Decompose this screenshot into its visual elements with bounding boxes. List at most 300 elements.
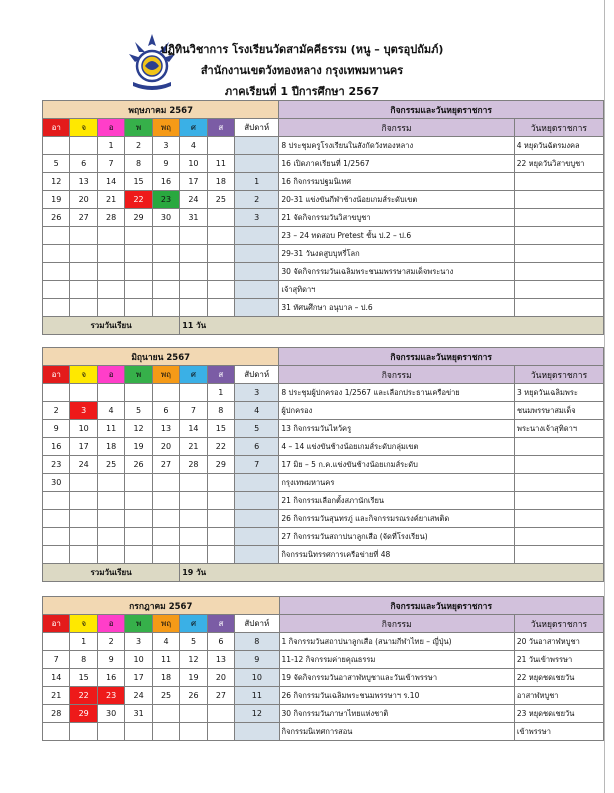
activity-cell: 16 เปิดภาคเรียนที่ 1/2567	[279, 155, 514, 173]
day-cell: 17	[180, 173, 207, 191]
day-cell: 18	[97, 438, 124, 456]
header-line-2: สำนักงานเขตวังทองหลาง กรุงเทพมหานคร	[200, 64, 404, 77]
day-header: พ	[125, 119, 152, 137]
activity-cell: 8 ประชุมครูโรงเรียนในสังกัดวังทองหลาง	[279, 137, 514, 155]
day-cell: 9	[152, 155, 179, 173]
day-header: ศ	[180, 615, 207, 633]
day-cell	[180, 281, 207, 299]
day-cell: 11	[152, 651, 179, 669]
day-cell	[70, 510, 97, 528]
day-cell	[43, 633, 70, 651]
activity-cell: ผู้ปกครอง	[279, 402, 515, 420]
activity-cell: 21 จัดกิจกรรมวันวิสาขบูชา	[279, 209, 514, 227]
day-cell	[97, 546, 124, 564]
activity-cell: 19 จัดกิจกรรมวันอาสาฬหบูชาและวันเข้าพรรษา	[279, 669, 514, 687]
day-cell	[180, 384, 207, 402]
holiday-cell	[515, 438, 604, 456]
day-cell: 29	[207, 456, 234, 474]
day-cell	[125, 281, 152, 299]
week-number: 2	[235, 191, 279, 209]
week-number	[235, 245, 279, 263]
day-cell: 26	[43, 209, 70, 227]
calendar-row	[43, 492, 604, 510]
calendar-row	[43, 438, 604, 456]
day-cell: 9	[97, 651, 124, 669]
week-number	[235, 227, 279, 245]
day-cell: 19	[43, 191, 70, 209]
week-number: 3	[235, 209, 279, 227]
day-cell	[180, 227, 207, 245]
day-cell	[207, 705, 234, 723]
day-header: พฤ	[152, 119, 179, 137]
calendar-row	[43, 191, 604, 209]
holiday-cell	[514, 209, 603, 227]
week-header: สัปดาห์	[235, 615, 279, 633]
day-cell: 18	[152, 669, 179, 687]
calendar-row	[43, 633, 604, 651]
holiday-cell: เข้าพรรษา	[514, 723, 603, 741]
day-cell: 20	[152, 438, 179, 456]
calendar-row	[43, 299, 604, 317]
day-cell: 12	[125, 420, 152, 438]
day-cell: 5	[180, 633, 207, 651]
day-cell	[180, 546, 207, 564]
week-number	[235, 137, 279, 155]
holiday-cell	[514, 263, 603, 281]
day-cell	[152, 227, 179, 245]
activity-cell: กิจกรรมนิเทศการสอน	[279, 723, 514, 741]
day-cell: 14	[43, 669, 70, 687]
day-cell: 13	[70, 173, 97, 191]
day-cell	[97, 245, 124, 263]
day-cell: 21	[43, 687, 70, 705]
day-cell: 26	[125, 456, 152, 474]
day-cell	[180, 245, 207, 263]
day-cell	[70, 528, 97, 546]
week-number: 5	[235, 420, 279, 438]
day-cell	[207, 723, 234, 741]
activity-cell: 16 กิจกรรมปฐมนิเทศ	[279, 173, 514, 191]
day-header: อา	[43, 615, 70, 633]
calendar-july	[42, 596, 604, 741]
calendar-row	[43, 281, 604, 299]
day-cell	[152, 263, 179, 281]
week-header: สัปดาห์	[235, 119, 279, 137]
day-cell	[125, 546, 152, 564]
day-cell: 2	[97, 633, 124, 651]
week-number	[235, 492, 279, 510]
week-number	[235, 474, 279, 492]
day-header: พฤ	[152, 366, 179, 384]
activity-column-header: กิจกรรม	[279, 366, 515, 384]
day-cell: 16	[97, 669, 124, 687]
school-days-label: รวมวันเรียน	[43, 564, 180, 582]
day-cell	[180, 474, 207, 492]
week-number	[235, 528, 279, 546]
week-number	[235, 263, 279, 281]
day-cell: 17	[125, 669, 152, 687]
activity-cell: กรุงเทพมหานคร	[279, 474, 515, 492]
header	[0, 30, 604, 98]
holiday-cell: พระนางเจ้าสุทิดาฯ	[515, 420, 604, 438]
day-cell: 24	[125, 687, 152, 705]
day-cell: 13	[152, 420, 179, 438]
day-cell	[207, 227, 234, 245]
day-header: จ	[70, 366, 97, 384]
day-cell: 14	[180, 420, 207, 438]
week-number: 9	[235, 651, 279, 669]
day-cell: 22	[125, 191, 152, 209]
holiday-cell	[514, 227, 603, 245]
calendar-row	[43, 456, 604, 474]
day-cell: 27	[207, 687, 234, 705]
day-cell	[180, 299, 207, 317]
school-days-label: รวมวันเรียน	[43, 317, 180, 335]
day-cell	[207, 263, 234, 281]
holiday-cell: 20 วันอาสาฬหบูชา	[514, 633, 603, 651]
day-cell: 29	[70, 705, 97, 723]
day-header: พฤ	[152, 615, 179, 633]
day-cell: 8	[207, 402, 234, 420]
day-header: อ	[97, 366, 124, 384]
holiday-cell	[514, 299, 603, 317]
activity-cell: 21 กิจกรรมเลือกตั้งสภานักเรียน	[279, 492, 515, 510]
week-number: 11	[235, 687, 279, 705]
calendar-row	[43, 245, 604, 263]
day-cell	[70, 723, 97, 741]
day-cell: 12	[180, 651, 207, 669]
day-cell: 11	[97, 420, 124, 438]
day-cell	[207, 510, 234, 528]
holiday-cell: ชนมพรรษาสมเด็จ	[515, 402, 604, 420]
activity-column-header: กิจกรรม	[279, 119, 514, 137]
activity-cell: 30 จัดกิจกรรมวันเฉลิมพระชนมพรรษาสมเด็จพระนาง	[279, 263, 514, 281]
day-cell	[43, 510, 70, 528]
day-cell	[207, 209, 234, 227]
day-header: พ	[125, 615, 152, 633]
day-cell: 11	[207, 155, 234, 173]
day-cell: 23	[43, 456, 70, 474]
month-title: กรกฎาคม 2567	[43, 597, 280, 615]
day-cell: 15	[125, 173, 152, 191]
day-cell: 6	[70, 155, 97, 173]
holiday-cell	[515, 546, 604, 564]
calendar-row	[43, 723, 604, 741]
day-cell: 29	[125, 209, 152, 227]
day-cell	[70, 227, 97, 245]
holiday-column-header: วันหยุดราชการ	[515, 366, 604, 384]
day-cell	[125, 528, 152, 546]
activities-header: กิจกรรมและวันหยุดราชการ	[279, 101, 604, 119]
day-cell: 1	[97, 137, 124, 155]
activity-column-header: กิจกรรม	[279, 615, 514, 633]
week-number	[235, 546, 279, 564]
day-cell: 10	[125, 651, 152, 669]
week-number: 1	[235, 173, 279, 191]
day-cell: 7	[43, 651, 70, 669]
day-header: พ	[125, 366, 152, 384]
day-cell	[207, 474, 234, 492]
day-cell: 28	[43, 705, 70, 723]
day-cell: 30	[43, 474, 70, 492]
day-cell	[70, 299, 97, 317]
holiday-cell	[515, 456, 604, 474]
holiday-cell: 22 หยุดวันวิสาขบูชา	[514, 155, 603, 173]
day-cell: 25	[152, 687, 179, 705]
holiday-cell	[515, 510, 604, 528]
day-cell: 10	[180, 155, 207, 173]
week-number	[235, 155, 279, 173]
activity-cell: 1 กิจกรรมวันสถาปนาลูกเสือ (สนามกีฬาไทย – ญี่ปุ่น)	[279, 633, 514, 651]
day-cell: 21	[180, 438, 207, 456]
day-cell	[152, 705, 179, 723]
day-cell: 1	[207, 384, 234, 402]
calendar-row	[43, 705, 604, 723]
day-cell: 4	[152, 633, 179, 651]
day-cell: 6	[152, 402, 179, 420]
day-header: อา	[43, 366, 70, 384]
day-cell	[152, 384, 179, 402]
activity-cell: 23 – 24 ทดสอบ Pretest ชั้น ป.2 – ป.6	[279, 227, 514, 245]
day-cell	[70, 263, 97, 281]
header-line-1: ปฏิทินวิชาการ โรงเรียนวัดสามัคคีธรรม (หนู – บุตรอุปถัมภ์)	[160, 43, 444, 56]
day-cell	[207, 546, 234, 564]
day-cell	[97, 299, 124, 317]
week-number: 3	[235, 384, 279, 402]
week-number	[235, 281, 279, 299]
holiday-cell	[514, 281, 603, 299]
day-cell: 16	[43, 438, 70, 456]
day-cell: 6	[207, 633, 234, 651]
day-header: จ	[70, 615, 97, 633]
day-cell	[180, 492, 207, 510]
calendar-row	[43, 546, 604, 564]
week-number: 6	[235, 438, 279, 456]
day-cell	[125, 384, 152, 402]
activity-cell: 26 กิจกรรมวันเฉลิมพระชนมพรรษาฯ ร.10	[279, 687, 514, 705]
day-cell: 5	[43, 155, 70, 173]
day-cell	[152, 245, 179, 263]
day-cell	[125, 263, 152, 281]
day-cell	[70, 137, 97, 155]
day-cell	[70, 492, 97, 510]
calendar-row	[43, 384, 604, 402]
activity-cell: 26 กิจกรรมวันสุนทรภู่ และกิจกรรมรณรงค์ยาเสพติด	[279, 510, 515, 528]
week-number: 4	[235, 402, 279, 420]
day-cell: 3	[152, 137, 179, 155]
day-cell: 12	[43, 173, 70, 191]
day-cell: 16	[152, 173, 179, 191]
holiday-column-header: วันหยุดราชการ	[514, 119, 603, 137]
day-cell: 30	[152, 209, 179, 227]
calendar-row	[43, 420, 604, 438]
day-cell	[70, 245, 97, 263]
day-cell	[180, 705, 207, 723]
day-cell: 22	[207, 438, 234, 456]
activity-cell: 11-12 กิจกรรมค่ายคุณธรรม	[279, 651, 514, 669]
week-header: สัปดาห์	[235, 366, 279, 384]
calendar-row	[43, 669, 604, 687]
activity-cell: 30 กิจกรรมวันภาษาไทยแห่งชาติ	[279, 705, 514, 723]
day-cell	[152, 528, 179, 546]
week-number: 12	[235, 705, 279, 723]
day-cell: 1	[70, 633, 97, 651]
holiday-cell	[515, 474, 604, 492]
activity-cell: 4 – 14 แข่งขันช้างน้อยเกมส์ระดับกลุ่มเขต	[279, 438, 515, 456]
calendar-row	[43, 687, 604, 705]
day-header: ศ	[180, 119, 207, 137]
calendar-row	[43, 155, 604, 173]
holiday-cell: 21 วันเข้าพรรษา	[514, 651, 603, 669]
holiday-column-header: วันหยุดราชการ	[514, 615, 603, 633]
day-cell: 8	[70, 651, 97, 669]
school-days-value: 11 วัน	[180, 317, 604, 335]
day-cell	[97, 474, 124, 492]
day-cell: 14	[97, 173, 124, 191]
week-number	[235, 723, 279, 741]
day-cell	[207, 492, 234, 510]
day-cell: 23	[152, 191, 179, 209]
day-cell	[180, 510, 207, 528]
holiday-cell	[515, 492, 604, 510]
holiday-cell	[514, 191, 603, 209]
day-cell	[43, 528, 70, 546]
day-header: ส	[207, 366, 234, 384]
month-title: มิถุนายน 2567	[43, 348, 279, 366]
calendar-row	[43, 474, 604, 492]
week-number: 8	[235, 633, 279, 651]
day-cell	[43, 263, 70, 281]
day-cell	[152, 281, 179, 299]
calendar-row	[43, 173, 604, 191]
calendar-row	[43, 402, 604, 420]
day-cell: 19	[180, 669, 207, 687]
day-cell	[70, 281, 97, 299]
day-header: ส	[207, 119, 234, 137]
month-title: พฤษภาคม 2567	[43, 101, 279, 119]
day-cell: 31	[125, 705, 152, 723]
day-cell: 23	[97, 687, 124, 705]
day-cell: 21	[97, 191, 124, 209]
day-cell	[180, 263, 207, 281]
activity-cell: 17 มิย – 5 ก.ค.แข่งขันช้างน้อยเกมส์ระดับ	[279, 456, 515, 474]
day-cell: 2	[125, 137, 152, 155]
holiday-cell: 23 หยุดชดเชยวัน	[514, 705, 603, 723]
holiday-cell: อาสาฬหบูชา	[514, 687, 603, 705]
day-cell	[97, 510, 124, 528]
holiday-cell	[514, 245, 603, 263]
day-cell: 7	[180, 402, 207, 420]
day-cell: 22	[70, 687, 97, 705]
day-cell	[207, 245, 234, 263]
day-cell: 7	[97, 155, 124, 173]
calendar-june	[42, 347, 604, 582]
day-cell: 4	[97, 402, 124, 420]
holiday-cell: 22 หยุดชดเชยวัน	[514, 669, 603, 687]
day-cell: 3	[70, 402, 97, 420]
day-cell: 20	[207, 669, 234, 687]
day-cell	[43, 227, 70, 245]
day-header: ศ	[180, 366, 207, 384]
day-cell	[43, 245, 70, 263]
calendar-row	[43, 263, 604, 281]
day-cell	[152, 546, 179, 564]
activity-cell: 31 ทัศนศึกษา อนุบาล – ป.6	[279, 299, 514, 317]
day-cell	[97, 492, 124, 510]
day-cell: 17	[70, 438, 97, 456]
day-header: จ	[70, 119, 97, 137]
day-cell	[43, 723, 70, 741]
activity-cell: กิจกรรมนิทรรศการเครือข่ายที่ 48	[279, 546, 515, 564]
header-line-3: ภาคเรียนที่ 1 ปีการศึกษา 2567	[224, 85, 380, 98]
calendar-row	[43, 510, 604, 528]
day-cell	[152, 510, 179, 528]
day-cell: 18	[207, 173, 234, 191]
day-cell: 15	[207, 420, 234, 438]
week-number: 10	[235, 669, 279, 687]
day-cell	[125, 492, 152, 510]
day-cell: 20	[70, 191, 97, 209]
day-cell	[125, 299, 152, 317]
activity-cell: เจ้าสุทิดาฯ	[279, 281, 514, 299]
day-cell	[70, 546, 97, 564]
day-cell	[97, 528, 124, 546]
activity-cell: 29-31 วันงดสูบบุหรี่โลก	[279, 245, 514, 263]
day-cell	[97, 227, 124, 245]
holiday-cell	[514, 173, 603, 191]
day-cell	[43, 281, 70, 299]
activity-cell: 8 ประชุมผู้ปกครอง 1/2567 และเลือกประธานเครือข่าย	[279, 384, 515, 402]
holiday-cell	[515, 528, 604, 546]
calendar-row	[43, 137, 604, 155]
day-cell	[97, 384, 124, 402]
day-cell	[125, 723, 152, 741]
day-cell: 27	[152, 456, 179, 474]
day-cell	[70, 384, 97, 402]
day-cell: 28	[180, 456, 207, 474]
day-cell	[43, 492, 70, 510]
day-cell	[152, 299, 179, 317]
day-cell: 24	[70, 456, 97, 474]
day-cell: 31	[180, 209, 207, 227]
day-header: อา	[43, 119, 70, 137]
day-cell	[125, 510, 152, 528]
week-number	[235, 299, 279, 317]
day-cell	[152, 492, 179, 510]
day-cell	[207, 299, 234, 317]
day-cell: 4	[180, 137, 207, 155]
day-cell: 24	[180, 191, 207, 209]
school-days-value: 19 วัน	[180, 564, 604, 582]
day-cell: 3	[125, 633, 152, 651]
calendar-may	[42, 100, 604, 335]
day-cell: 2	[43, 402, 70, 420]
day-cell	[43, 384, 70, 402]
day-cell	[207, 281, 234, 299]
calendar-row	[43, 651, 604, 669]
activity-cell: 13 กิจกรรมวันไหว้ครู	[279, 420, 515, 438]
day-cell	[125, 474, 152, 492]
day-cell: 28	[97, 209, 124, 227]
calendar-row	[43, 227, 604, 245]
day-cell: 25	[207, 191, 234, 209]
day-cell: 30	[97, 705, 124, 723]
day-cell	[207, 137, 234, 155]
day-header: อ	[97, 119, 124, 137]
day-cell	[152, 723, 179, 741]
day-cell	[97, 723, 124, 741]
day-header: อ	[97, 615, 124, 633]
